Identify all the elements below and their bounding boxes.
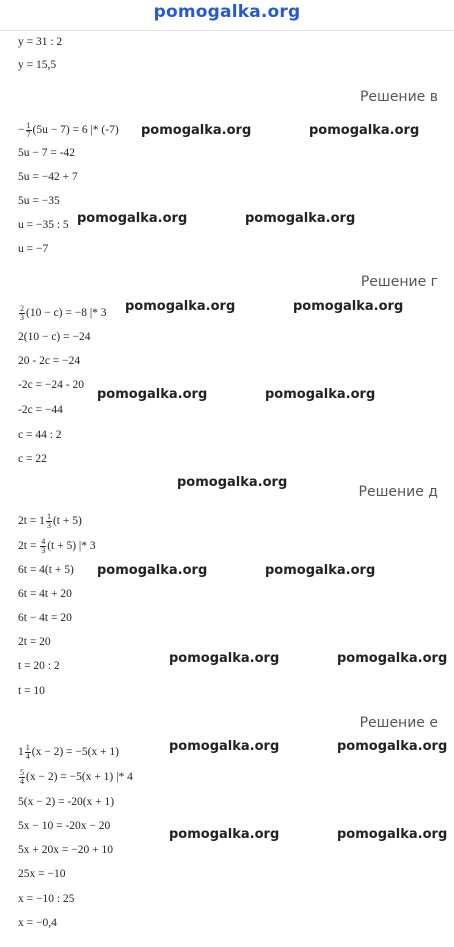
equation-line: 5u = −35 [18, 195, 60, 207]
equation-line: u = −35 : 5 [18, 219, 69, 231]
fraction: $\frac{1}{7}$ [26, 121, 31, 139]
watermark: pomogalka.org [265, 563, 376, 578]
watermark: pomogalka.org [97, 563, 208, 578]
section-heading-g: Решение г [360, 274, 438, 290]
watermark: pomogalka.org [77, 211, 188, 226]
fraction: $\frac{1}{4}$ [25, 743, 30, 761]
equation-line: x = −0,4 [18, 917, 57, 929]
equation-line: 6t = 4t + 20 [18, 588, 72, 600]
equation-line: 6t = 4(t + 5) [18, 564, 74, 576]
watermark: pomogalka.org [177, 475, 288, 490]
site-title-link[interactable]: pomogalka.org [153, 2, 301, 22]
equation-line: 2t = $\frac{4}{3}$ (t + 5) |* 3 [18, 537, 96, 555]
equation-line: c = 44 : 2 [18, 429, 62, 441]
watermark: pomogalka.org [125, 299, 236, 314]
watermark: pomogalka.org [337, 827, 448, 842]
equation-line: $\frac{5}{4}$ (x − 2) = −5(x + 1) |* 4 [20, 768, 133, 786]
watermark: pomogalka.org [245, 211, 356, 226]
section-heading-v: Решение в [359, 89, 438, 105]
section-heading-e: Решение е [359, 715, 438, 731]
equation-line: t = 20 : 2 [18, 660, 60, 672]
equation-line: − $\frac{1}{7}$ (5u − 7) = 6 |* (-7) [18, 121, 119, 139]
equation-line: 5(x − 2) = -20(x + 1) [18, 796, 115, 808]
equation-line: 5x + 20x = −20 + 10 [18, 844, 113, 856]
equation-line: y = 15,5 [18, 59, 57, 71]
watermark: pomogalka.org [293, 299, 404, 314]
section-heading-d: Решение д [358, 484, 438, 500]
equation-line: y = 31 : 2 [18, 36, 63, 48]
watermark: pomogalka.org [97, 387, 208, 402]
watermark: pomogalka.org [309, 123, 420, 138]
equation-line: c = 22 [18, 453, 47, 465]
equation-line: 20 - 2c = −24 [18, 355, 81, 367]
equation-line: u = −7 [18, 243, 49, 255]
watermark: pomogalka.org [337, 651, 448, 666]
watermark: pomogalka.org [169, 651, 280, 666]
equation-line: t = 10 [18, 685, 45, 697]
equation-line: x = −10 : 25 [18, 893, 75, 905]
equation-line: 2t = 1 $\frac{1}{3}$ (t + 5) [18, 512, 82, 530]
fraction: $\frac{5}{4}$ [20, 768, 24, 786]
equation-line: 25x = −10 [18, 868, 66, 880]
watermark: pomogalka.org [337, 739, 448, 754]
fraction: $\frac{2}{3}$ [20, 304, 24, 322]
watermark: pomogalka.org [169, 739, 280, 754]
equation-line: 6t − 4t = 20 [18, 612, 72, 624]
watermark: pomogalka.org [265, 387, 376, 402]
fraction: $\frac{4}{3}$ [41, 537, 46, 555]
equation-line: 2(10 − c) = −24 [18, 331, 91, 343]
equation-line: 5x − 10 = -20x − 20 [18, 820, 111, 832]
fraction: $\frac{1}{3}$ [46, 512, 51, 530]
equation-line: -2c = −24 - 20 [18, 379, 84, 391]
equation-line: 5u = −42 + 7 [18, 171, 78, 183]
watermark: pomogalka.org [141, 123, 252, 138]
equation-line: 5u − 7 = -42 [18, 147, 76, 159]
equation-line: 1 $\frac{1}{4}$ (x − 2) = −5(x + 1) [18, 743, 120, 761]
equation-line: $\frac{2}{3}$ (10 − c) = −8 |* 3 [20, 304, 107, 322]
watermark: pomogalka.org [169, 827, 280, 842]
equation-line: -2c = −44 [18, 404, 63, 416]
equation-line: 2t = 20 [18, 636, 51, 648]
site-header [0, 0, 454, 31]
